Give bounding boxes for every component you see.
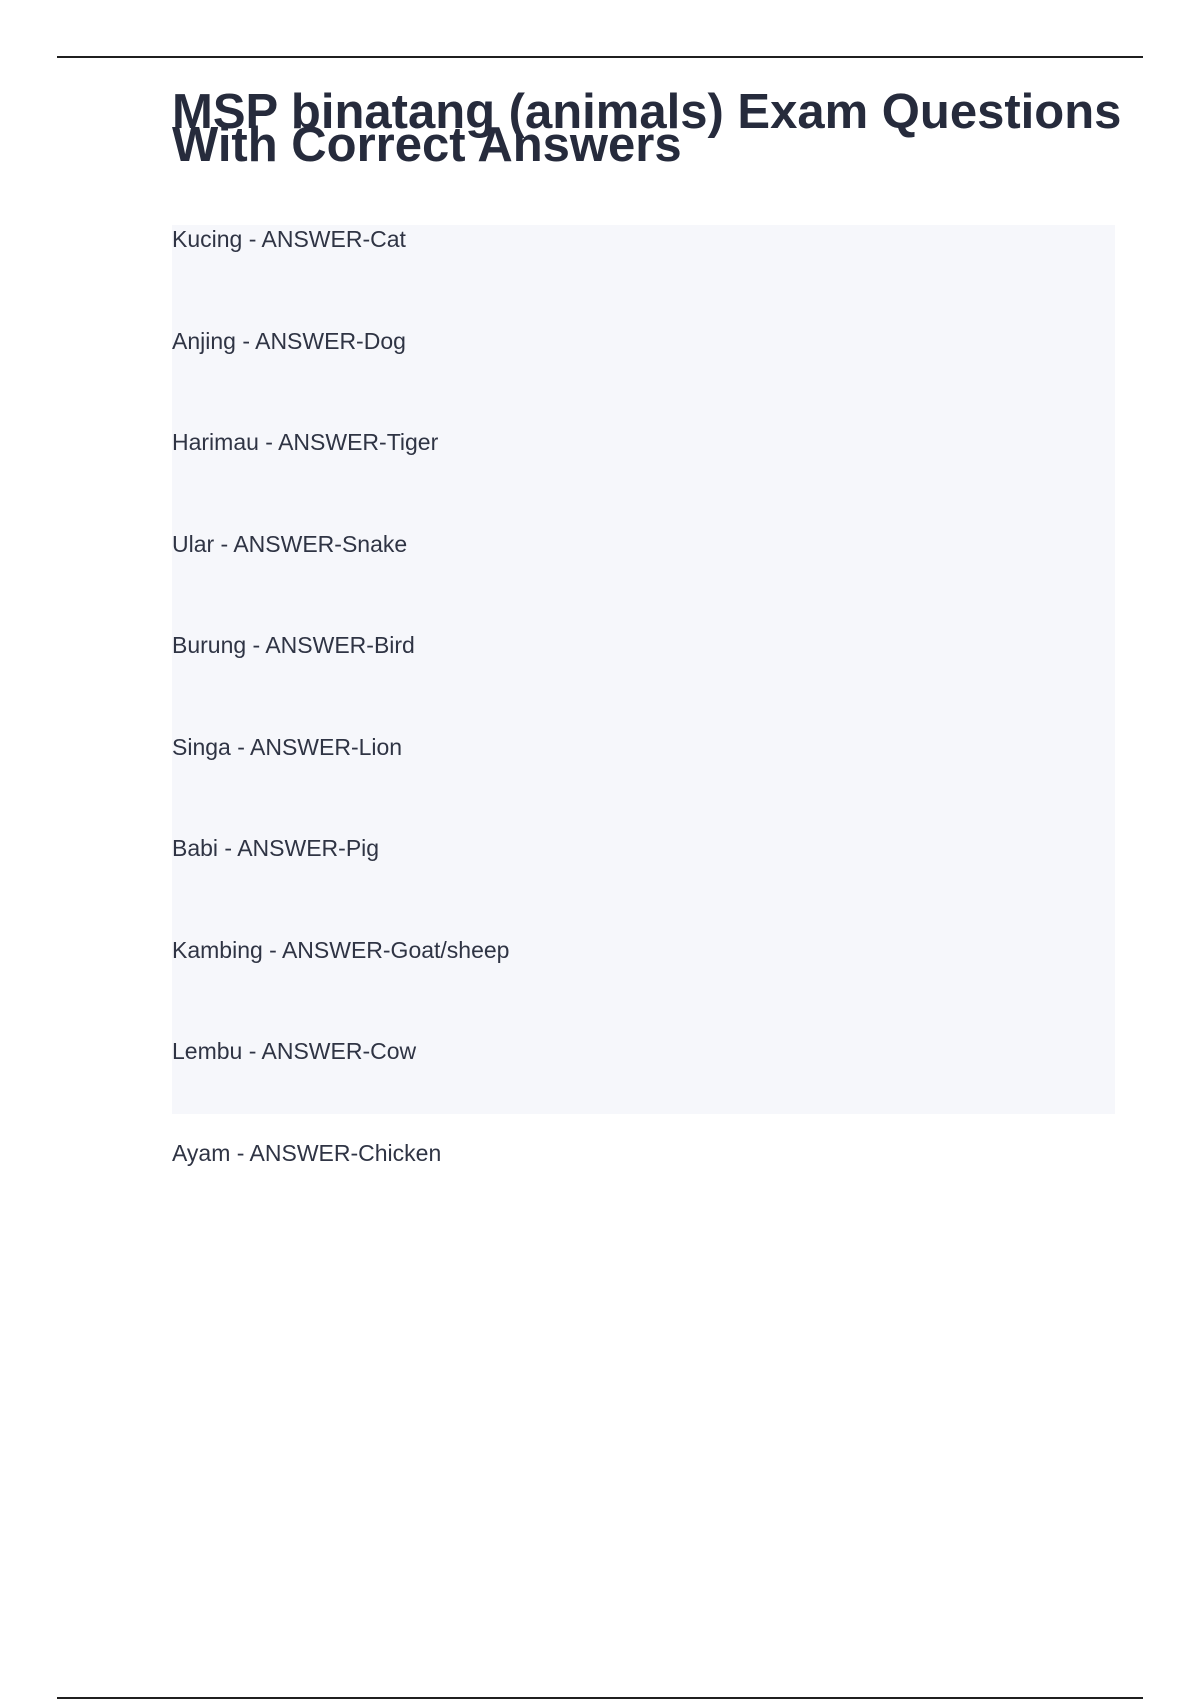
qa-item-anjing: Anjing - ANSWER-Dog [172,327,406,354]
qa-item-kambing: Kambing - ANSWER-Goat/sheep [172,936,510,963]
qa-list [172,225,1115,1240]
qa-item-lembu: Lembu - ANSWER-Cow [172,1038,417,1064]
document-title: MSP binatang (animals) Exam Questions With Correct Answers [172,85,1122,172]
bottom-divider [57,1697,1143,1699]
qa-item-harimau: Harimau - ANSWER-Tiger [172,429,439,455]
qa-item-babi: Babi - ANSWER-Pig [172,835,380,861]
qa-item-ular: Ular - ANSWER-Snake [172,530,408,557]
qa-item-ayam: Ayam - ANSWER-Chicken [172,1139,442,1166]
qa-item-burung: Burung - ANSWER-Bird [172,632,415,658]
qa-item-kucing: Kucing - ANSWER-Cat [172,226,406,252]
qa-item-singa: Singa - ANSWER-Lion [172,733,403,760]
top-divider [57,56,1143,58]
